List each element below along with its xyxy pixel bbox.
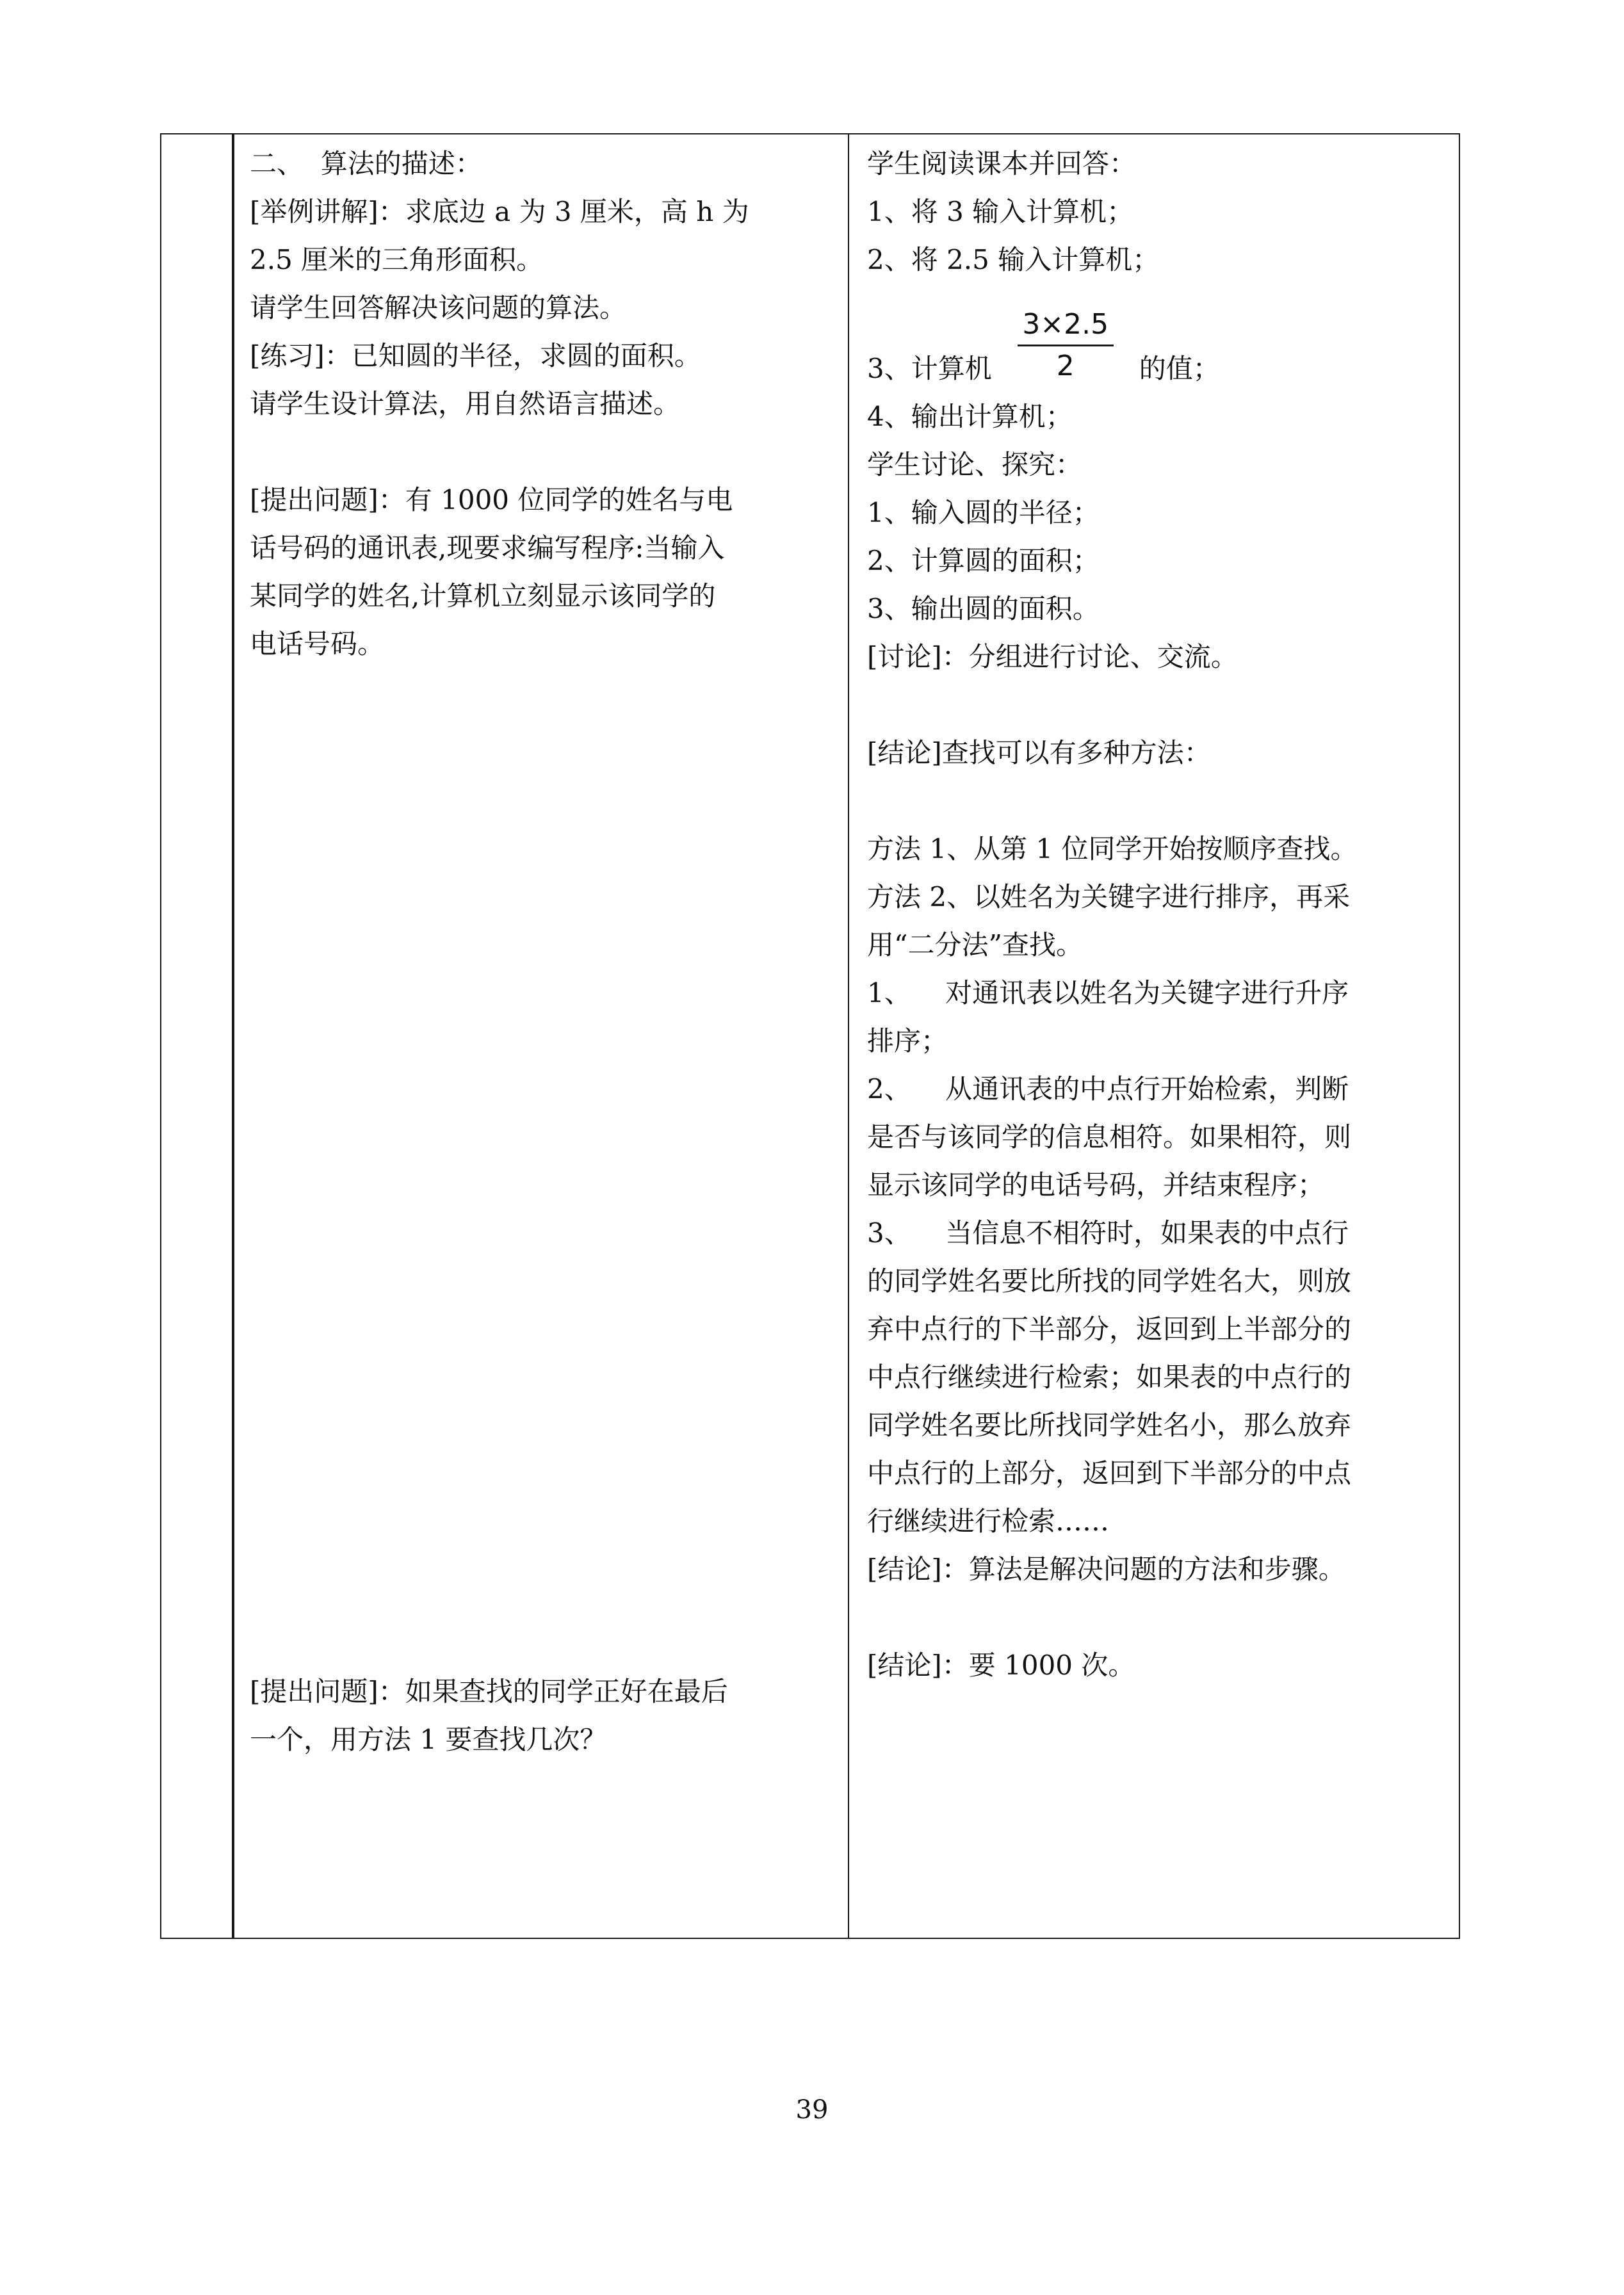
right-line-2: 1、将 3 输入计算机；	[867, 196, 1134, 227]
fraction-bar	[1018, 345, 1114, 346]
right-line-26: 行继续进行检索……	[867, 1505, 1110, 1537]
right-line-28: [结论]：要 1000 次。	[867, 1650, 1135, 1681]
right-line-20: 3、 当信息不相符时，如果表的中点行	[867, 1217, 1349, 1249]
lesson-table	[160, 133, 1460, 1939]
right-line-6: 学生讨论、探究：	[867, 449, 1083, 480]
left-line-4: 请学生回答解决该问题的算法。	[250, 292, 627, 323]
right-line-5: 4、输出计算机；	[867, 401, 1073, 432]
left-line-7: [提出问题]：有 1000 位同学的姓名与电	[250, 484, 733, 515]
fraction-formula	[1018, 307, 1114, 384]
right-line-16: 排序；	[867, 1025, 948, 1057]
column-divider-1	[232, 134, 234, 1938]
left-line-9: 某同学的姓名,计算机立刻显示该同学的	[250, 580, 716, 612]
right-line-14: 用“二分法”查找。	[867, 929, 1083, 961]
right-line-10: [讨论]：分组进行讨论、交流。	[867, 641, 1238, 672]
right-line-1: 学生阅读课本并回答：	[867, 148, 1137, 179]
right-line-7: 1、输入圆的半径；	[867, 497, 1100, 528]
right-line-24: 同学姓名要比所找同学姓名小，那么放弃	[867, 1409, 1352, 1441]
formula-suffix: 的值；	[1139, 353, 1220, 384]
right-line-22: 弃中点行的下半部分，返回到上半部分的	[867, 1313, 1352, 1345]
right-line-27: [结论]：算法是解决问题的方法和步骤。	[867, 1553, 1345, 1585]
left-line-1: 二、 算法的描述：	[250, 148, 482, 179]
right-line-13: 方法 2、以姓名为关键字进行排序，再采	[867, 881, 1351, 912]
teacher-activity-column	[241, 134, 838, 1938]
left-line-3: 2.5 厘米的三角形面积。	[250, 244, 544, 275]
left-line-12: 一个，用方法 1 要查找几次？	[250, 1724, 607, 1755]
left-line-2: [举例讲解]：求底边 a 为 3 厘米，高 h 为	[250, 196, 749, 227]
right-line-9: 3、输出圆的面积。	[867, 593, 1100, 624]
right-line-15: 1、 对通讯表以姓名为关键字进行升序	[867, 977, 1349, 1009]
right-line-3: 2、将 2.5 输入计算机；	[867, 244, 1160, 275]
right-line-8: 2、计算圆的面积；	[867, 545, 1100, 576]
right-line-17: 2、 从通讯表的中点行开始检索，判断	[867, 1073, 1349, 1105]
right-line-18: 是否与该同学的信息相符。如果相符，则	[867, 1121, 1352, 1153]
formula-numerator: 3×2.5	[1022, 308, 1109, 341]
formula-denominator: 2	[1056, 350, 1075, 382]
left-line-6: 请学生设计算法，用自然语言描述。	[250, 388, 681, 419]
right-line-19: 显示该同学的电话号码，并结束程序；	[867, 1169, 1325, 1201]
left-line-8: 话号码的通讯表,现要求编写程序:当输入	[250, 532, 725, 564]
page-number: 39	[795, 2095, 829, 2125]
student-activity-column	[858, 134, 1455, 1938]
right-line-25: 中点行的上部分，返回到下半部分的中点	[867, 1457, 1352, 1489]
right-line-21: 的同学姓名要比所找的同学姓名大，则放	[867, 1265, 1352, 1297]
right-line-23: 中点行继续进行检索；如果表的中点行的	[867, 1361, 1352, 1393]
left-line-10: 电话号码。	[250, 628, 385, 660]
left-line-5: [练习]：已知圆的半径，求圆的面积。	[250, 340, 701, 371]
left-line-11: [提出问题]：如果查找的同学正好在最后	[250, 1676, 728, 1707]
formula-line	[867, 284, 1446, 393]
right-line-12: 方法 1、从第 1 位同学开始按顺序查找。	[867, 833, 1358, 864]
right-line-11: [结论]查找可以有多种方法：	[867, 737, 1211, 768]
column-divider-2	[848, 134, 849, 1938]
formula-prefix: 3、计算机	[867, 353, 992, 384]
